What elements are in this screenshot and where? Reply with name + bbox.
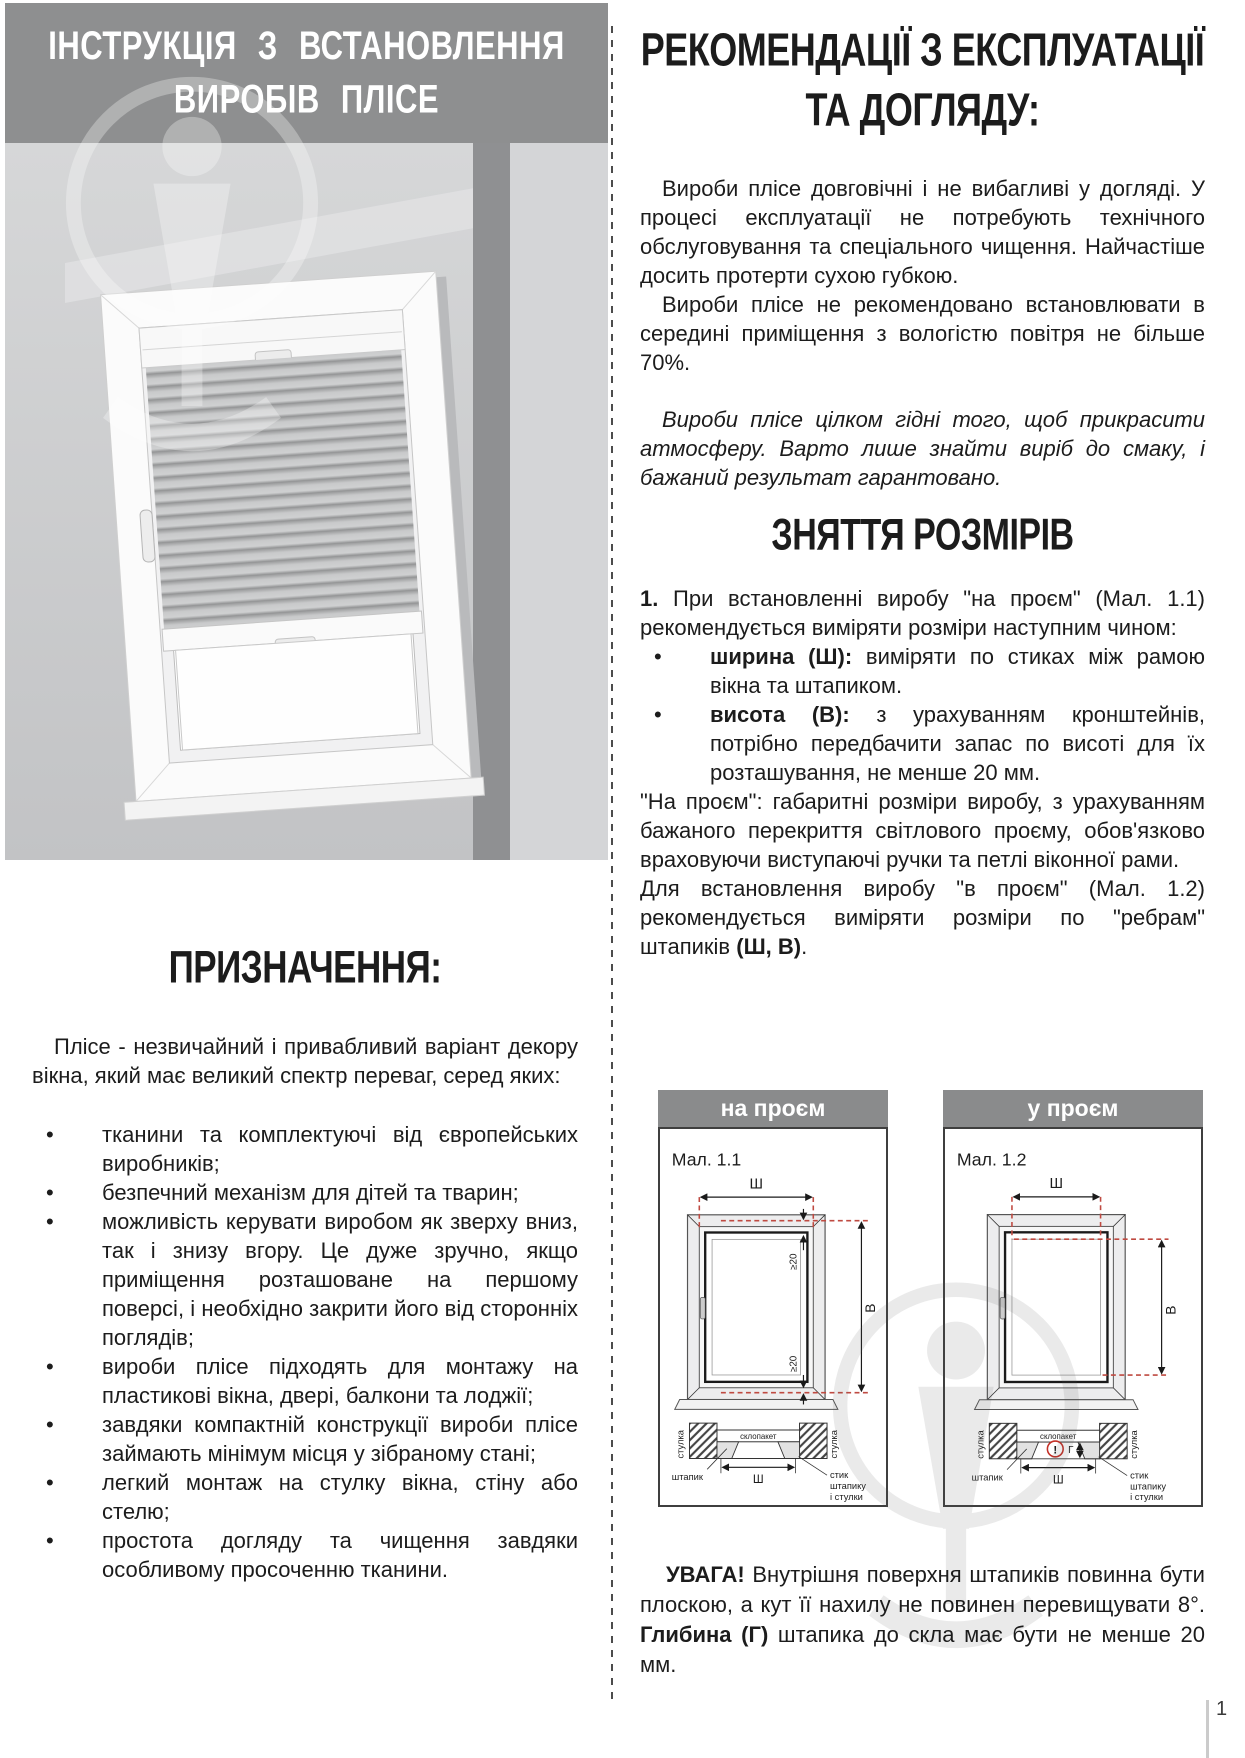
bullet-marker: • — [654, 702, 662, 727]
measurement-diagram-1-2 — [945, 1129, 1201, 1505]
list-item-text: безпечний механізм для дітей та тварин; — [102, 1180, 519, 1205]
joint-label-3: і стулки — [829, 1491, 863, 1502]
bullet-marker: • — [654, 644, 662, 669]
care-heading-line2: ТА ДОГЛЯДУ: — [805, 82, 1040, 136]
list-item — [32, 1468, 578, 1526]
left-header-banner — [5, 3, 608, 143]
measuring-step1 — [640, 584, 1205, 642]
step-text: При встановленні виробу "на проєм" (Мал. 1.1) рекомендується виміряти розміри наступним чином: — [640, 586, 1205, 640]
bullet-marker: • — [46, 1470, 54, 1495]
term-depth: Глибина (Г) — [640, 1622, 769, 1647]
joint-label-3: і стулки — [1130, 1492, 1164, 1503]
joint-label-1: стик — [1130, 1470, 1149, 1481]
diagram-na-proem — [658, 1090, 888, 1507]
list-item — [32, 1178, 578, 1207]
joint-label-2: штапику — [829, 1480, 866, 1491]
window-handle-icon — [700, 1297, 705, 1319]
page-title-line2: ВИРОБІВ ПЛІСЕ — [173, 76, 440, 122]
section-width-label: Ш — [752, 1473, 764, 1487]
v-proem-para: Для встановлення виробу "в проєм" (Мал. 1.2) рекомендується виміряти розміри по "ребрам" штапиків (Ш, В). — [640, 876, 1205, 959]
sash-left-label: стулка — [975, 1430, 986, 1459]
glazing-bead-label: штапик — [971, 1472, 1003, 1483]
list-item-text: завдяки компактній конструкції вироби плісе займають мінімум місця у зібраному стані; — [102, 1412, 578, 1466]
term-sh-v: (Ш, В) — [736, 934, 802, 959]
window-handle-icon — [1000, 1297, 1005, 1319]
list-item — [32, 1352, 578, 1410]
care-para1: Вироби плісе довговічні і не вибагливі у догляді. У процесі експлуатації не потребують технічного обслуговування та спеціального чищення. Найчастіше досить протерти сухою губкою. — [640, 176, 1205, 288]
product-photo — [5, 143, 608, 860]
bullet-marker: • — [46, 1209, 54, 1234]
care-para3: Вироби плісе цілком гідні того, щоб прикрасити атмосферу. Варто лише знайти виріб до смаку, і бажаний результат гарантовано. — [640, 407, 1205, 490]
list-item-text: простота догляду та чищення завдяки особливому просоченню тканини. — [102, 1528, 578, 1582]
list-item — [640, 700, 1205, 787]
list-item-text: висота (В): з урахуванням кронштейнів, потрібно передбачити запас по висоті для їх розташування, не менше 20 мм. — [710, 702, 1205, 785]
list-item — [32, 1526, 578, 1584]
clearance-bottom-label: ≥20 — [788, 1355, 800, 1373]
attention-label: УВАГА! — [666, 1562, 745, 1587]
figure-label: Мал. 1.2 — [956, 1149, 1027, 1170]
wall-recess-face — [510, 143, 608, 860]
diagram-header: у проєм — [943, 1090, 1203, 1127]
column-divider — [611, 26, 613, 1702]
dim-height-label: В — [1163, 1305, 1179, 1315]
bullet-marker: • — [46, 1354, 54, 1379]
depth-label: Г — [1068, 1444, 1074, 1456]
joint-label-2: штапику — [1130, 1481, 1167, 1492]
term-height: висота (В): — [710, 702, 850, 727]
window-blind-illustration — [5, 143, 608, 860]
sash-left-label: стулка — [675, 1430, 686, 1459]
bullet-marker: • — [46, 1180, 54, 1205]
bullet-marker: • — [46, 1528, 54, 1553]
bullet-marker: • — [46, 1412, 54, 1437]
section-width-label: Ш — [1052, 1472, 1064, 1487]
page-title-line1: ІНСТРУКЦІЯ З ВСТАНОВЛЕННЯ — [48, 23, 565, 68]
purpose-heading: ПРИЗНАЧЕННЯ: — [168, 942, 442, 993]
joint-label-1: стик — [829, 1470, 849, 1481]
pleated-blind-fabric — [146, 350, 420, 629]
list-item — [640, 642, 1205, 700]
care-para2: Вироби плісе не рекомендовано встановлювати в середині приміщення з вологістю повітря не більше 70%. — [640, 292, 1205, 375]
list-item — [32, 1120, 578, 1178]
purpose-section — [32, 942, 578, 1584]
step-number: 1. — [640, 586, 659, 611]
term-width: ширина (Ш): — [710, 644, 853, 669]
right-column — [640, 22, 1205, 961]
sash-right-label: стулка — [828, 1430, 839, 1459]
list-item-text: можливість керувати виробом як зверху вниз, так і знизу вгору. Це дуже зручно, якщо приміщення розташоване на першому поверсі, і необхідно закрити його від сторонніх поглядів; — [102, 1209, 578, 1350]
dim-width-label: Ш — [1049, 1176, 1064, 1193]
glazing-unit-label: склопакет — [740, 1431, 777, 1441]
measuring-heading: ЗНЯТТЯ РОЗМІРІВ — [771, 510, 1074, 560]
na-proem-para: "На проєм": габаритні розміри виробу, з урахуванням бажаного перекриття світлового проєму, обов'язково враховуючи виступаючі ручки та петлі віконної рами. — [640, 789, 1205, 872]
list-item — [32, 1410, 578, 1468]
dim-width-label: Ш — [749, 1176, 764, 1193]
page-title — [48, 19, 565, 127]
figure-label: Мал. 1.1 — [671, 1149, 742, 1170]
list-item-text: вироби плісе підходять для монтажу на пластикові вікна, двері, балкони та лоджії; — [102, 1354, 578, 1408]
diagram-header: на проєм — [658, 1090, 888, 1127]
glazing-unit-label: склопакет — [1040, 1432, 1077, 1442]
attention-note: УВАГА! Внутрішня поверхня штапиків повинна бути плоскою, а кут її нахилу не повинен перевищувати 8°. Глибина (Г) штапика до скла має бути не менше 20 мм. — [640, 1562, 1205, 1677]
purpose-bullet-list — [32, 1120, 578, 1584]
measurement-diagram-1-1 — [660, 1129, 886, 1505]
list-item-text: легкий монтаж на стулку вікна, стіну або стелю; — [102, 1470, 578, 1524]
glass-pane — [176, 634, 418, 750]
glazing-bead-label: штапик — [671, 1472, 703, 1483]
page-number-rule — [1206, 1700, 1209, 1758]
warning-exclamation: ! — [1053, 1444, 1058, 1457]
sash-right-label: стулка — [1129, 1430, 1139, 1459]
window-assembly — [89, 270, 485, 820]
care-heading — [640, 20, 1205, 140]
clearance-top-label: ≥20 — [788, 1253, 800, 1270]
purpose-intro: Плісе - незвичайний і привабливий варіант декору вікна, який має великий спектр переваг, серед яких: — [32, 1034, 578, 1088]
diagram-body — [658, 1127, 888, 1507]
list-item-text: тканини та комплектуючі від європейських виробників; — [102, 1122, 578, 1176]
diagram-body — [943, 1127, 1203, 1507]
care-heading-line1: РЕКОМЕНДАЦІЇ З ЕКСПЛУАТАЦІЇ — [640, 22, 1205, 77]
diagram-u-proem — [943, 1090, 1203, 1507]
bullet-marker: • — [46, 1122, 54, 1147]
list-item-text: ширина (Ш): виміряти по стиках між рамою вікна та штапиком. — [710, 644, 1205, 698]
list-item — [32, 1207, 578, 1352]
dim-height-label: В — [863, 1303, 879, 1313]
page-number: 1 — [1216, 1698, 1228, 1720]
